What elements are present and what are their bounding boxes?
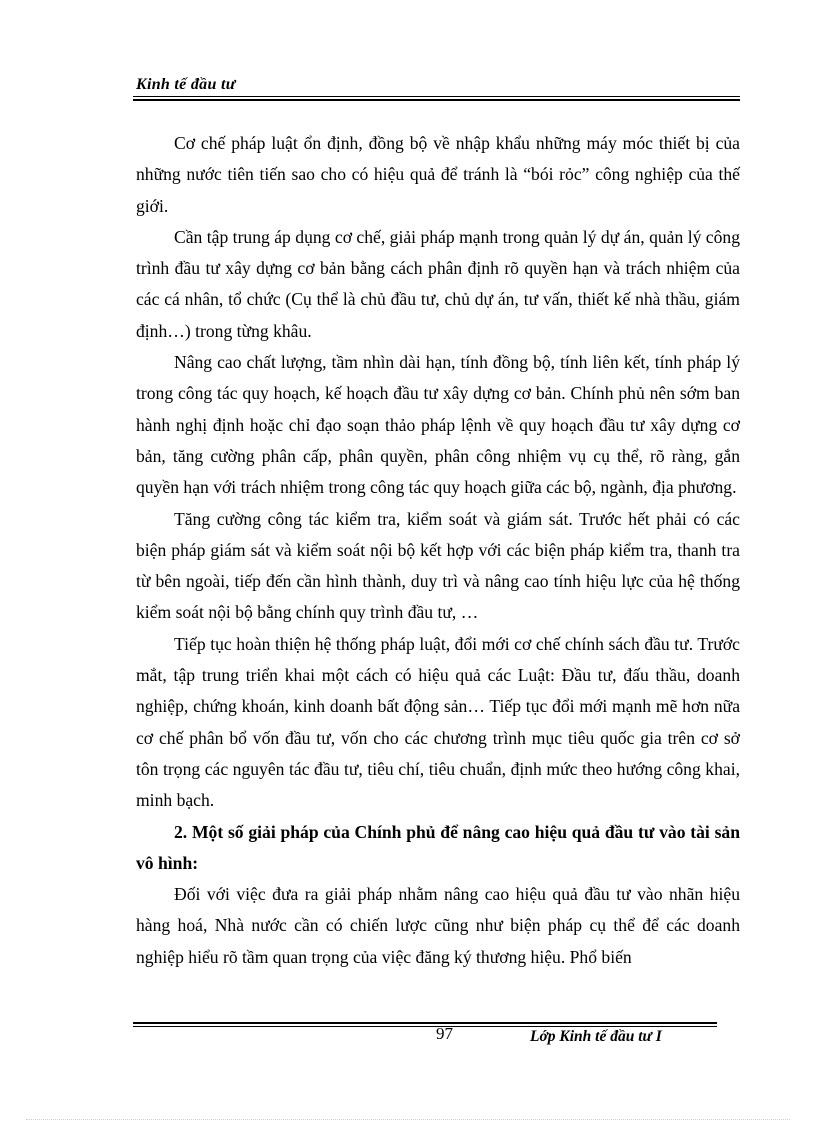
running-header-title: Kinh tế đầu tư [136, 76, 236, 93]
page-edge-divider [26, 1119, 790, 1120]
paragraph: Tiếp tục hoàn thiện hệ thống pháp luật, đổi mới cơ chế chính sách đầu tư. Trước mắt, tập trung triển khai một cách có hiệu quả các Luật: Đầu tư, đấu thầu, doanh nghiệp, chứng khoán, kinh doanh bất động sản… Tiếp tục đổi mới mạnh mẽ hơn nữa cơ chế phân bổ vốn đầu tư, vốn cho các chương trình mục tiêu quốc gia trên cơ sở tôn trọng các nguyên tác đầu tư, tiêu chí, tiêu chuẩn, định mức theo hướng công khai, minh bạch. [136, 633, 740, 811]
body-text [136, 128, 740, 973]
paragraph: Cơ chế pháp luật ổn định, đồng bộ về nhập khẩu những máy móc thiết bị của những nước tiên tiến sao cho có hiệu quả để tránh là “bói rỏc” công nghiệp của thế giới. [136, 133, 740, 216]
section-heading: 2. Một số giải pháp của Chính phủ để nâng cao hiệu quả đầu tư vào tài sản vô hình: [136, 821, 740, 873]
paragraph: Cần tập trung áp dụng cơ chế, giải pháp mạnh trong quản lý dự án, quản lý công trình đầu tư xây dựng cơ bản bằng cách phân định rõ quyền hạn và trách nhiệm của các cá nhân, tổ chức (Cụ thể là chủ đầu tư, chủ dự án, tư vấn, thiết kế nhà thầu, giám định…) trong từng khâu. [136, 226, 740, 341]
header-rule-thin [133, 96, 740, 97]
footer-class-name: Lớp Kinh tế đầu tư I [530, 1028, 662, 1045]
footer-rule-thin [133, 1026, 717, 1027]
paragraph: Nâng cao chất lượng, tầm nhìn dài hạn, tính đồng bộ, tính liên kết, tính pháp lý trong công tác quy hoạch, kế hoạch đầu tư xây dựng cơ bản. Chính phủ nên sớm ban hành nghị định hoặc chỉ đạo soạn thảo pháp lệnh về quy hoạch đầu tư xây dựng cơ bản, tăng cường phân cấp, phân quyền, phân công nhiệm vụ cụ thể, rõ ràng, gắn quyền hạn với trách nhiệm trong công tác quy hoạch giữa các bộ, ngành, địa phương. [136, 352, 740, 498]
header-rule-thick [133, 99, 740, 101]
footer-rule-thick [133, 1022, 717, 1024]
page-number: 97 [436, 1024, 453, 1043]
paragraph: Đối với việc đưa ra giải pháp nhằm nâng cao hiệu quả đầu tư vào nhãn hiệu hàng hoá, Nhà nước cần có chiến lược cũng như biện pháp cụ thể để các doanh nghiệp hiểu rõ tầm quan trọng của việc đăng ký thương hiệu. Phổ biến [136, 884, 740, 967]
paragraph: Tăng cường công tác kiểm tra, kiểm soát và giám sát. Trước hết phải có các biện pháp giám sát và kiểm soát nội bộ kết hợp với các biện pháp kiểm tra, thanh tra từ bên ngoài, tiếp đến cần hình thành, duy trì và nâng cao tính hiệu lực của hệ thống kiểm soát nội bộ bằng chính quy trình đầu tư, … [136, 508, 740, 623]
